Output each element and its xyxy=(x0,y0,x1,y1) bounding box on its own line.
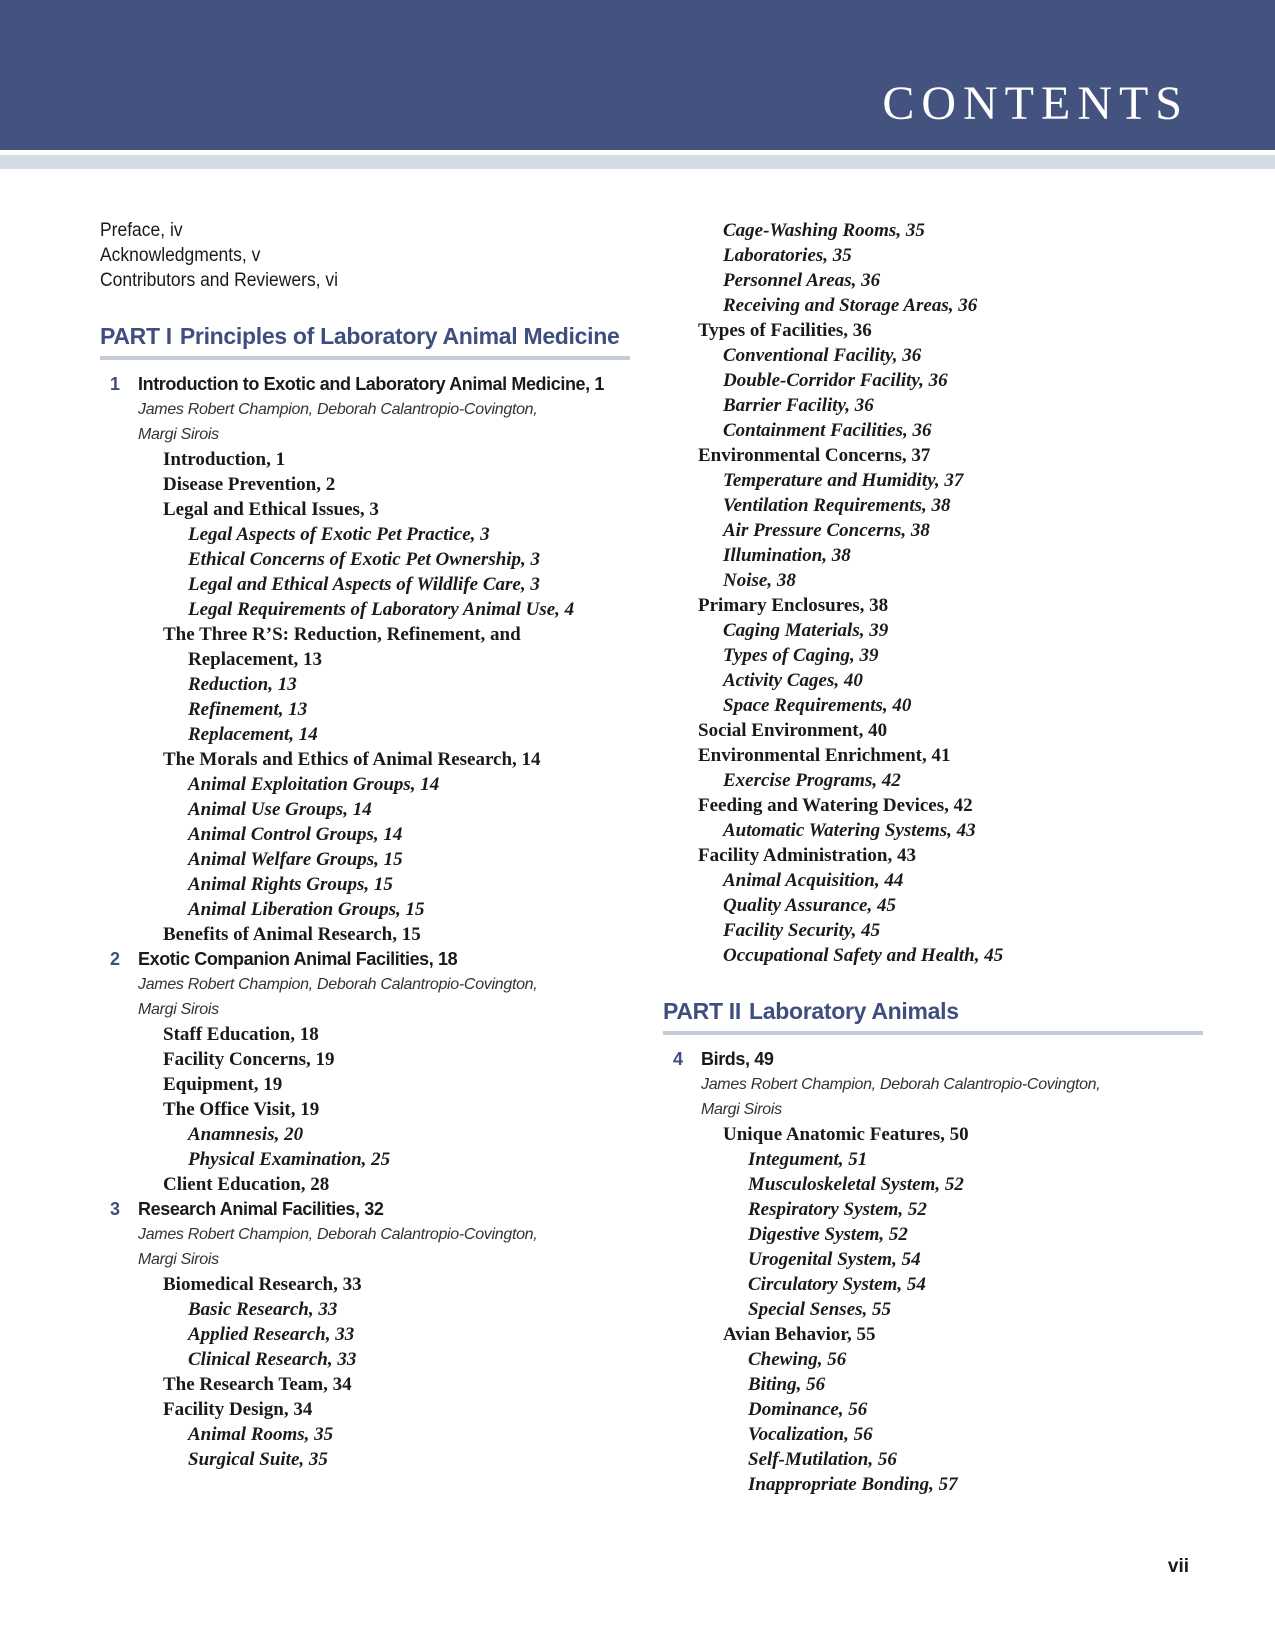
toc-section-entry[interactable]: Disease Prevention, 2 xyxy=(163,474,336,495)
toc-subsection-entry[interactable]: Noise, 38 xyxy=(723,570,796,591)
toc-section-entry[interactable]: Environmental Enrichment, 41 xyxy=(698,745,951,766)
chapter-4-number: 4 xyxy=(673,1049,683,1069)
toc-section-entry[interactable]: The Office Visit, 19 xyxy=(163,1099,320,1120)
part-1-number: PART I xyxy=(100,323,172,349)
toc-subsection-entry[interactable]: Animal Rights Groups, 15 xyxy=(188,874,393,895)
toc-right-column xyxy=(663,218,1203,1497)
chapter-3-title: Research Animal Facilities, 32 xyxy=(138,1199,384,1219)
chapter-4-authors: James Robert Champion, Deborah Calantropio-Covington, xyxy=(701,1076,1101,1093)
chapter-2-authors: Margi Sirois xyxy=(138,1001,219,1018)
toc-subsection-entry[interactable]: Automatic Watering Systems, 43 xyxy=(723,820,976,841)
toc-subsection-entry[interactable]: Inappropriate Bonding, 57 xyxy=(748,1474,958,1495)
toc-subsection-entry[interactable]: Respiratory System, 52 xyxy=(748,1199,927,1220)
toc-subsection-entry[interactable]: Types of Caging, 39 xyxy=(723,645,879,666)
toc-subsection-entry[interactable]: Special Senses, 55 xyxy=(748,1299,892,1320)
toc-section-entry[interactable]: Unique Anatomic Features, 50 xyxy=(723,1124,969,1145)
toc-subsection-entry[interactable]: Ventilation Requirements, 38 xyxy=(723,495,951,516)
chapter-1-entries xyxy=(100,447,630,947)
toc-subsection-entry[interactable]: Integument, 51 xyxy=(748,1149,868,1170)
chapter-3-entries xyxy=(100,1272,630,1472)
toc-subsection-entry[interactable]: Basic Research, 33 xyxy=(188,1299,338,1320)
toc-section-entry[interactable]: Primary Enclosures, 38 xyxy=(698,595,889,616)
toc-subsection-entry[interactable]: Vocalization, 56 xyxy=(748,1424,873,1445)
chapter-4-entries xyxy=(663,1122,1203,1497)
toc-section-entry[interactable]: Types of Facilities, 36 xyxy=(698,320,872,341)
toc-subsection-entry[interactable]: Activity Cages, 40 xyxy=(723,670,863,691)
part-2-number: PART II xyxy=(663,998,741,1024)
chapter-2-authors: James Robert Champion, Deborah Calantropio-Covington, xyxy=(138,976,538,993)
toc-subsection-entry[interactable]: Exercise Programs, 42 xyxy=(723,770,901,791)
toc-subsection-entry[interactable]: Circulatory System, 54 xyxy=(748,1274,926,1295)
toc-subsection-entry[interactable]: Laboratories, 35 xyxy=(723,245,852,266)
part-1-heading xyxy=(100,323,630,360)
toc-subsection-entry[interactable]: Animal Rooms, 35 xyxy=(188,1424,334,1445)
toc-subsection-entry[interactable]: Animal Control Groups, 14 xyxy=(188,824,403,845)
chapter-1-title: Introduction to Exotic and Laboratory Animal Medicine, 1 xyxy=(138,374,604,394)
toc-subsection-entry[interactable]: Animal Acquisition, 44 xyxy=(723,870,904,891)
chapter-1-heading[interactable] xyxy=(100,372,630,397)
toc-subsection-entry[interactable]: Animal Liberation Groups, 15 xyxy=(188,899,425,920)
chapter-2-number: 2 xyxy=(110,949,120,969)
page-title: CONTENTS xyxy=(882,77,1189,130)
toc-subsection-entry[interactable]: Legal Requirements of Laboratory Animal Use, 4 xyxy=(188,599,575,620)
chapter-2-heading[interactable] xyxy=(100,947,630,972)
toc-subsection-entry[interactable]: Personnel Areas, 36 xyxy=(723,270,881,291)
part-1-title: Principles of Laboratory Animal Medicine xyxy=(179,323,620,349)
toc-section-entry[interactable]: Introduction, 1 xyxy=(163,449,286,470)
toc-subsection-entry[interactable]: Reduction, 13 xyxy=(188,674,297,695)
toc-section-entry[interactable]: Legal and Ethical Issues, 3 xyxy=(163,499,379,520)
toc-section-entry[interactable]: Replacement, 13 xyxy=(188,649,323,670)
toc-subsection-entry[interactable]: Anamnesis, 20 xyxy=(188,1124,304,1145)
toc-subsection-entry[interactable]: Occupational Safety and Health, 45 xyxy=(723,945,1004,966)
header-strip xyxy=(0,155,1275,169)
toc-subsection-entry[interactable]: Animal Welfare Groups, 15 xyxy=(188,849,403,870)
part-2-heading xyxy=(663,998,1203,1035)
toc-subsection-entry[interactable]: Ethical Concerns of Exotic Pet Ownership, 3 xyxy=(188,549,541,570)
toc-subsection-entry[interactable]: Cage-Washing Rooms, 35 xyxy=(723,220,925,241)
chapter-3-entries-continued xyxy=(663,218,1203,968)
toc-subsection-entry[interactable]: Dominance, 56 xyxy=(748,1399,868,1420)
toc-subsection-entry[interactable]: Musculoskeletal System, 52 xyxy=(748,1174,964,1195)
toc-section-entry[interactable]: Staff Education, 18 xyxy=(163,1024,319,1045)
toc-subsection-entry[interactable]: Digestive System, 52 xyxy=(748,1224,908,1245)
toc-section-entry[interactable]: Facility Administration, 43 xyxy=(698,845,916,866)
toc-section-entry[interactable]: Equipment, 19 xyxy=(163,1074,283,1095)
chapter-4-title: Birds, 49 xyxy=(701,1049,774,1069)
chapter-3-authors: Margi Sirois xyxy=(138,1251,219,1268)
toc-subsection-entry[interactable]: Clinical Research, 33 xyxy=(188,1349,357,1370)
toc-subsection-entry[interactable]: Illumination, 38 xyxy=(723,545,851,566)
toc-subsection-entry[interactable]: Double-Corridor Facility, 36 xyxy=(723,370,948,391)
chapter-4-authors: Margi Sirois xyxy=(701,1101,782,1118)
toc-subsection-entry[interactable]: Space Requirements, 40 xyxy=(723,695,912,716)
chapter-3-number: 3 xyxy=(110,1199,120,1219)
toc-entry-acknowledgments[interactable]: Acknowledgments, v xyxy=(100,245,261,266)
toc-subsection-entry[interactable]: Temperature and Humidity, 37 xyxy=(723,470,964,491)
toc-section-entry[interactable]: Facility Concerns, 19 xyxy=(163,1049,335,1070)
toc-subsection-entry[interactable]: Animal Use Groups, 14 xyxy=(188,799,372,820)
toc-section-entry[interactable]: Biomedical Research, 33 xyxy=(163,1274,362,1295)
toc-subsection-entry[interactable]: Legal Aspects of Exotic Pet Practice, 3 xyxy=(188,524,490,545)
toc-section-entry[interactable]: Facility Design, 34 xyxy=(163,1399,313,1420)
toc-subsection-entry[interactable]: Self-Mutilation, 56 xyxy=(748,1449,897,1470)
toc-section-entry[interactable]: The Research Team, 34 xyxy=(163,1374,352,1395)
toc-left-column xyxy=(100,218,630,1472)
toc-subsection-entry[interactable]: Biting, 56 xyxy=(748,1374,826,1395)
chapter-3-authors: James Robert Champion, Deborah Calantropio-Covington, xyxy=(138,1226,538,1243)
chapter-1-number: 1 xyxy=(110,374,120,394)
part-2-title: Laboratory Animals xyxy=(748,998,959,1024)
toc-subsection-entry[interactable]: Urogenital System, 54 xyxy=(748,1249,921,1270)
toc-subsection-entry[interactable]: Conventional Facility, 36 xyxy=(723,345,922,366)
toc-subsection-entry[interactable]: Chewing, 56 xyxy=(748,1349,847,1370)
toc-subsection-entry[interactable]: Surgical Suite, 35 xyxy=(188,1449,328,1470)
toc-entry-preface[interactable]: Preface, iv xyxy=(100,220,183,241)
toc-section-entry[interactable]: Benefits of Animal Research, 15 xyxy=(163,924,421,945)
toc-subsection-entry[interactable]: Physical Examination, 25 xyxy=(188,1149,391,1170)
toc-section-entry[interactable]: Client Education, 28 xyxy=(163,1174,330,1195)
toc-subsection-entry[interactable]: Barrier Facility, 36 xyxy=(723,395,874,416)
chapter-1-authors: James Robert Champion, Deborah Calantropio-Covington, xyxy=(138,401,538,418)
toc-subsection-entry[interactable]: Receiving and Storage Areas, 36 xyxy=(723,295,978,316)
chapter-2-title: Exotic Companion Animal Facilities, 18 xyxy=(138,949,458,969)
chapter-2-entries xyxy=(100,1022,630,1197)
toc-section-entry[interactable]: The Three R’S: Reduction, Refinement, and xyxy=(163,624,521,645)
toc-subsection-entry[interactable]: Caging Materials, 39 xyxy=(723,620,889,641)
toc-subsection-entry[interactable]: Legal and Ethical Aspects of Wildlife Care, 3 xyxy=(188,574,540,595)
toc-subsection-entry[interactable]: Animal Exploitation Groups, 14 xyxy=(188,774,440,795)
toc-section-entry[interactable]: Avian Behavior, 55 xyxy=(723,1324,876,1345)
toc-section-entry[interactable]: The Morals and Ethics of Animal Research, 14 xyxy=(163,749,541,770)
chapter-3-heading[interactable] xyxy=(100,1197,630,1222)
toc-subsection-entry[interactable]: Quality Assurance, 45 xyxy=(723,895,896,916)
page-number: vii xyxy=(1167,1556,1189,1577)
toc-section-entry[interactable]: Environmental Concerns, 37 xyxy=(698,445,931,466)
toc-section-entry[interactable]: Feeding and Watering Devices, 42 xyxy=(698,795,973,816)
toc-subsection-entry[interactable]: Applied Research, 33 xyxy=(188,1324,355,1345)
toc-subsection-entry[interactable]: Refinement, 13 xyxy=(188,699,308,720)
toc-subsection-entry[interactable]: Facility Security, 45 xyxy=(723,920,881,941)
toc-subsection-entry[interactable]: Air Pressure Concerns, 38 xyxy=(723,520,930,541)
chapter-1-authors: Margi Sirois xyxy=(138,426,219,443)
toc-subsection-entry[interactable]: Replacement, 14 xyxy=(188,724,318,745)
toc-section-entry[interactable]: Social Environment, 40 xyxy=(698,720,888,741)
chapter-4-heading[interactable] xyxy=(663,1047,1203,1072)
toc-subsection-entry[interactable]: Containment Facilities, 36 xyxy=(723,420,932,441)
toc-entry-contributors[interactable]: Contributors and Reviewers, vi xyxy=(100,270,339,291)
